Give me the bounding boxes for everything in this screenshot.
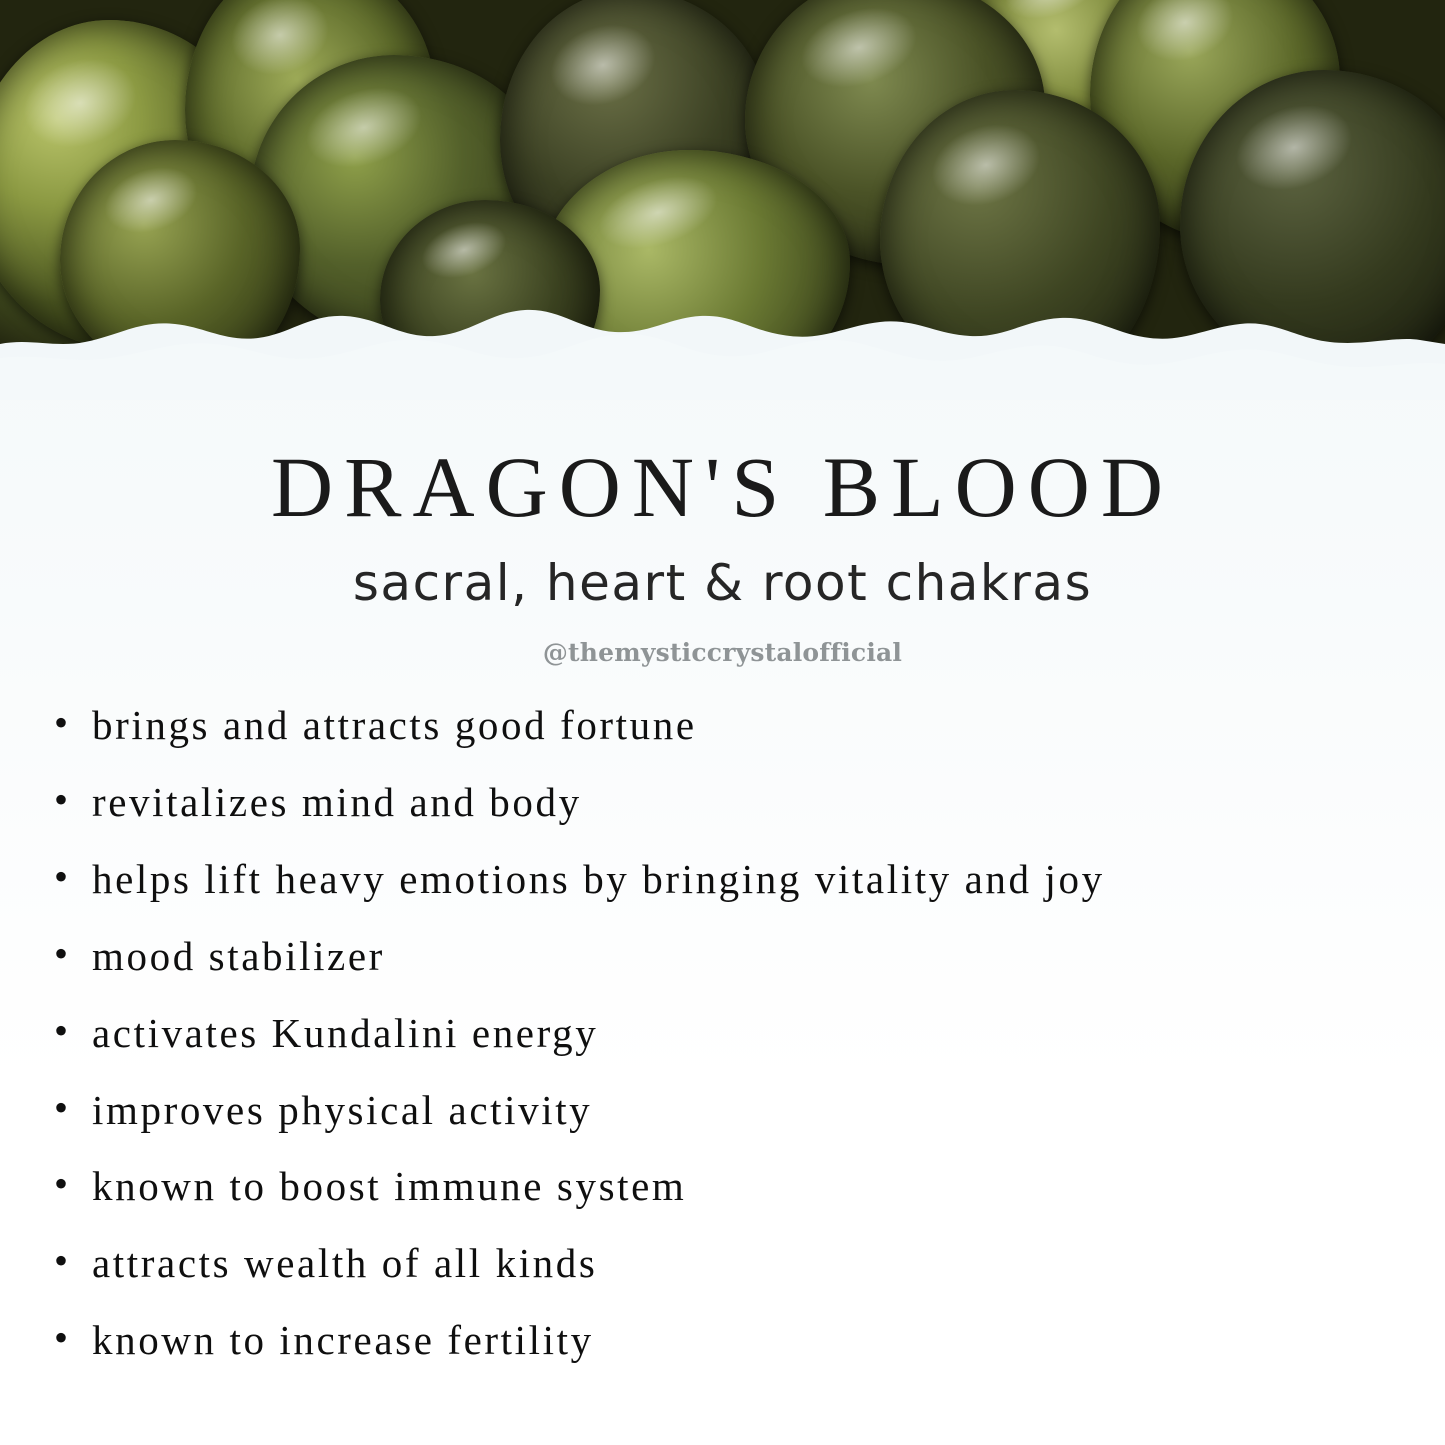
card-content: [0, 400, 1445, 1445]
social-handle: @themysticcrystalofficial: [542, 638, 903, 667]
list-item: • improves physical activity: [48, 1088, 1425, 1134]
list-item: • known to increase fertility: [48, 1318, 1425, 1364]
list-item: • activates Kundalini energy: [48, 1011, 1425, 1057]
property-list: [0, 703, 1445, 1364]
list-item: • mood stabilizer: [48, 934, 1425, 980]
list-item: • attracts wealth of all kinds: [48, 1241, 1425, 1287]
crystal-photo: [0, 0, 1445, 400]
page-title: DRAGON'S BLOOD: [271, 439, 1174, 535]
list-item: • helps lift heavy emotions by bringing vitality and joy: [48, 857, 1425, 903]
list-item: • known to boost immune system: [48, 1164, 1425, 1210]
chakra-subtitle: sacral, heart & root chakras: [352, 554, 1093, 612]
list-item: • brings and attracts good fortune: [48, 703, 1425, 749]
list-item: • revitalizes mind and body: [48, 780, 1425, 826]
